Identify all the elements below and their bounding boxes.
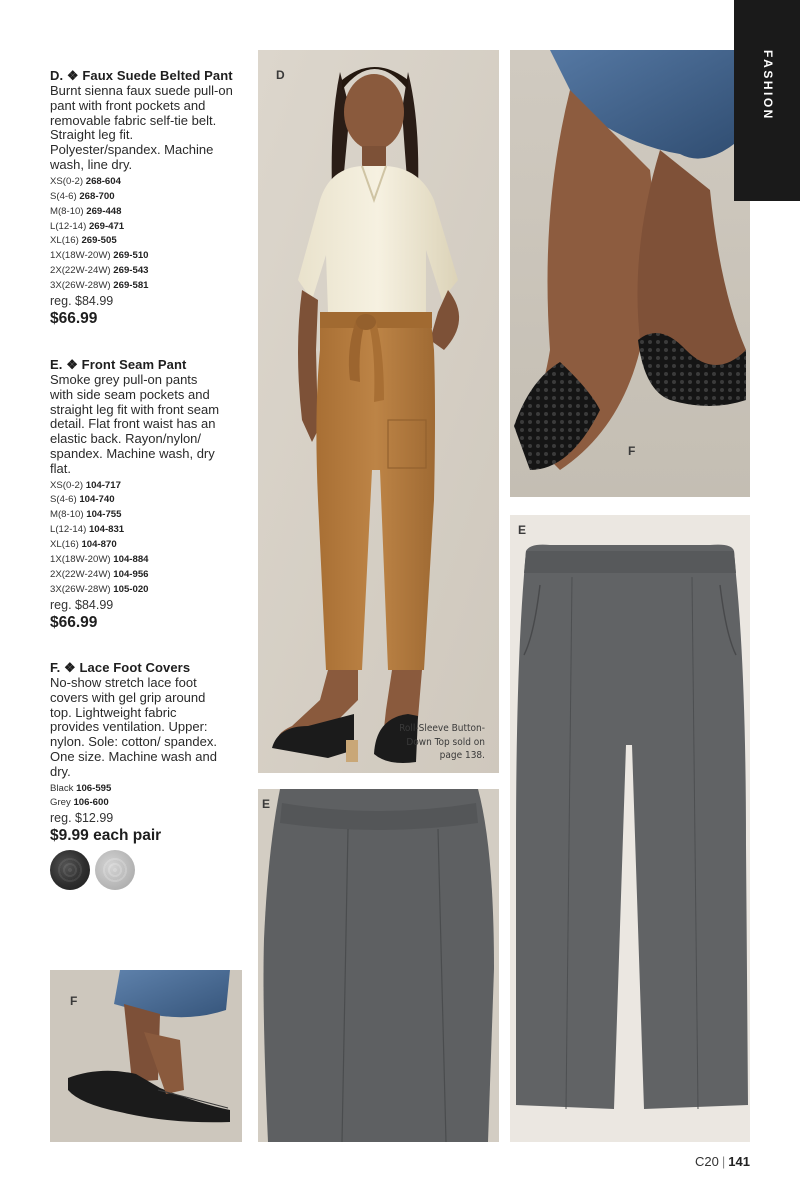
size-row: XL(16) 104-870: [50, 539, 117, 551]
photo-caption: Roll-Sleeve Button-Down Top sold on page 138.: [399, 723, 485, 761]
size-row: L(12-14) 104-831: [50, 524, 125, 536]
product-d-sale-price: $66.99: [50, 310, 98, 328]
product-d-copy: [50, 69, 240, 329]
size-row: L(12-14) 269-471: [50, 220, 125, 232]
product-f-photo-closeup: [510, 50, 750, 497]
product-f-title: F. ❖ Lace Foot Covers: [50, 660, 191, 675]
photo-label-d: D: [276, 68, 285, 82]
section-tab-label: FASHION: [761, 50, 775, 121]
product-f-photo-feet: [50, 970, 242, 1142]
product-f-description: No-show stretch lace foot covers with gel grip around top. Lightweight fabric provides ventilation. Upper: nylon. Sole: cotton/ spandex. One size. Machine wash and dry.: [50, 675, 217, 779]
size-row: 3X(26W-28W) 269-581: [50, 280, 149, 292]
size-row: XS(0-2) 268-604: [50, 175, 121, 187]
size-row: S(4-6) 268-700: [50, 190, 115, 202]
page-number: [695, 1154, 750, 1169]
product-e-title: E. ❖ Front Seam Pant: [50, 357, 187, 372]
photo-label-f: F: [628, 444, 636, 458]
photo-label-f-bottom: F: [70, 994, 78, 1008]
product-d-size-list: [50, 175, 240, 294]
size-row: S(4-6) 104-740: [50, 494, 115, 506]
page-code: C20: [695, 1154, 719, 1169]
size-row: 1X(18W-20W) 269-510: [50, 250, 149, 262]
product-e-photo-back: [258, 789, 499, 1142]
size-row: 2X(22W-24W) 269-543: [50, 265, 149, 277]
model-illustration: [258, 50, 499, 773]
section-tab[interactable]: [734, 0, 800, 201]
size-row: XL(16) 269-505: [50, 235, 117, 247]
size-row: 2X(22W-24W) 104-956: [50, 569, 149, 581]
product-e-copy: [50, 358, 240, 633]
product-f-copy: [50, 661, 240, 846]
size-row: XS(0-2) 104-717: [50, 479, 121, 491]
product-f-regular-price: reg. $12.99: [50, 811, 114, 826]
product-f-sale-price: $9.99 each pair: [50, 827, 162, 845]
product-e-sale-price: $66.99: [50, 613, 98, 631]
size-row: M(8-10) 269-448: [50, 205, 122, 217]
lace-foot-cover-closeup: [510, 50, 750, 497]
color-swatch-black[interactable]: [50, 850, 90, 890]
color-row: Grey 106-600: [50, 797, 109, 809]
page-separator: |: [721, 1154, 726, 1169]
page-number-value: 141: [728, 1154, 750, 1169]
product-e-regular-price: reg. $84.99: [50, 597, 114, 612]
color-row: Black 106-595: [50, 782, 112, 794]
product-d-photo: [258, 50, 499, 773]
size-row: M(8-10) 104-755: [50, 509, 122, 521]
photo-label-e-flat: E: [518, 523, 527, 537]
product-d-description: Burnt sienna faux suede pull-on pant with front pockets and removable fabric self-tie belt. Straight leg fit. Polyester/spandex. Machine wash, line dry.: [50, 83, 233, 172]
size-row: 3X(26W-28W) 105-020: [50, 583, 149, 595]
grey-pant-back-view: [258, 789, 499, 1142]
color-swatch-grey[interactable]: [95, 850, 135, 890]
product-d-title: D. ❖ Faux Suede Belted Pant: [50, 68, 233, 83]
photo-label-e-back: E: [262, 797, 271, 811]
product-e-size-list: [50, 479, 240, 598]
product-e-photo-flat: [510, 515, 750, 1142]
product-e-description: Smoke grey pull-on pants with side seam pockets and straight leg fit with front seam detail. Flat front waist has an elastic back. Rayon/nylon/ spandex. Machine wash, dry flat.: [50, 372, 220, 476]
lace-foot-cover-side-view: [50, 970, 242, 1142]
grey-pant-flat: [510, 515, 750, 1142]
product-d-regular-price: reg. $84.99: [50, 294, 114, 309]
size-row: 1X(18W-20W) 104-884: [50, 554, 149, 566]
product-f-color-list: [50, 782, 240, 812]
